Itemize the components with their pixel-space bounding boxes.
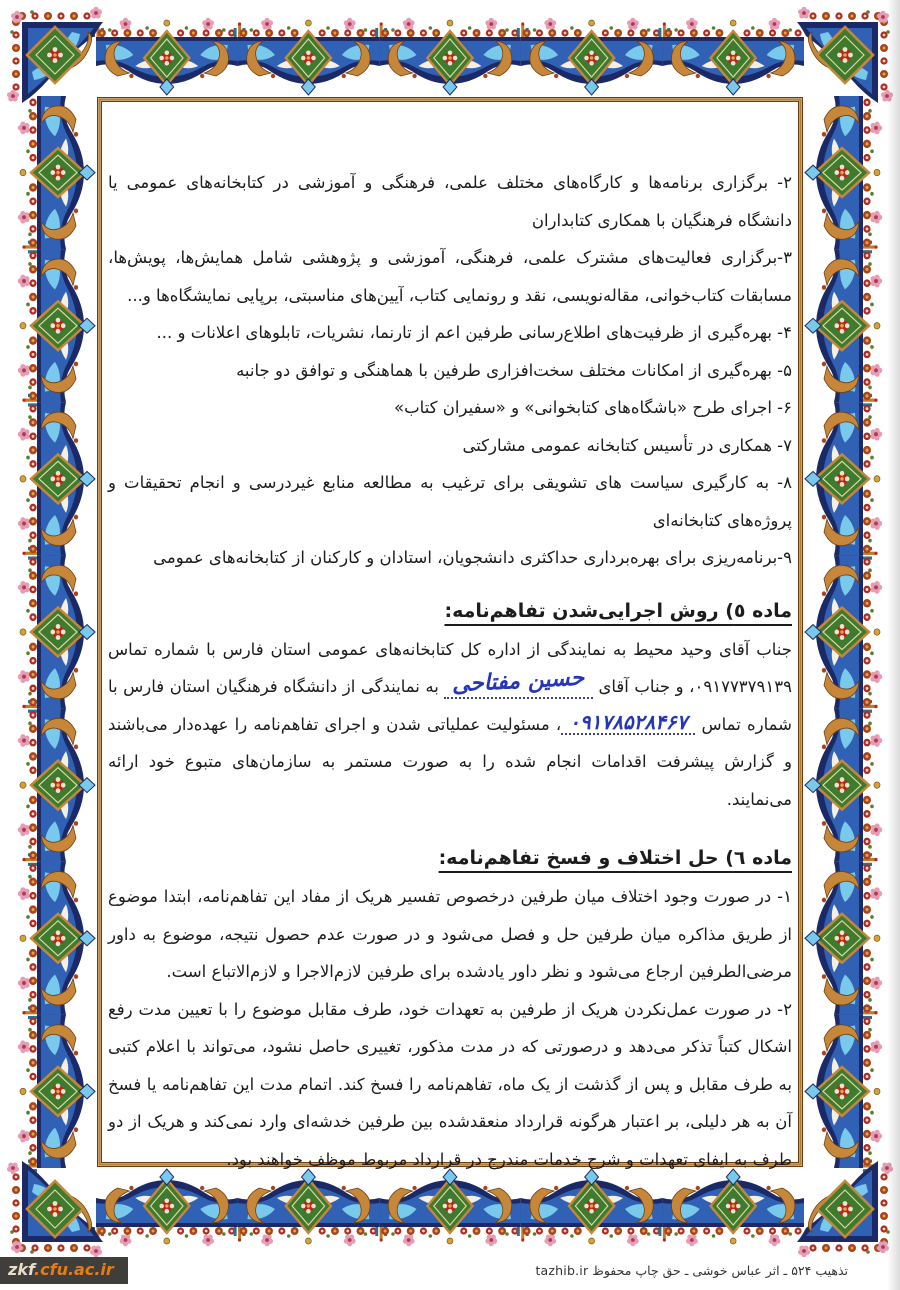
section-6-clause-2: ۲- در صورت عمل‌نکردن هریک از طرفین به تعهدات خود، طرف مقابل موضوع را با تعیین مدت رفع اشکال کتباً تذکر می‌دهد و درصورتی که در مدت مذکور، تغییری حاصل نشود، می‌تواند با اعلام کتبی به طرف مقابل و پس از گذشت از یک ماه، تفاهم‌نامه را فسخ کند. اتمام مدت این تفاهم‌نامه یا فسخ آن به هر دلیلی، بر اعتبار هرگونه قرارداد منعقدشده بین طرفین خدشه‌ای وارد نمی‌کند و هریک از دو طرف به ایفای تعهدات و شرح خدمات مندرج در قرارداد مربوط موظف خواهند بود. [108,999,792,1169]
handwritten-name: حسین مفتاحی [451,665,586,698]
list-item-7: ۷- همکاری در تأسیس کتابخانه عمومی مشارکتی [462,435,792,455]
representative-2-text: به نمایندگی از دانشگاه فرهنگیان استان فارس با شماره تماس [108,677,792,734]
list-item-4: ۴- بهره‌گیری از ظرفیت‌های اطلاع‌رسانی طرفین اعم از تارنما، نشریات، تابلوهای اعلانات و ... [156,323,792,342]
watermark-prefix: zkf [8,1260,35,1279]
handwritten-phone: ۰۹۱۷۸۵۲۸۴۶۷ [569,709,688,734]
section-6-heading-text: ماده ٦) حل اختلاف و فسخ تفاهم‌نامه: [438,847,792,869]
watermark-badge [0,1257,128,1284]
list-item-8: ۸- به کارگیری سیاست های تشویقی برای ترغیب به مطالعه منابع غیردرسی و انجام تحقیقات و پروژه‌های کتابخانه‌ای [108,473,792,530]
list-item-5: ۵- بهره‌گیری از امکانات مختلف سخت‌افزاری طرفین با هماهنگی و توافق دو جانبه [236,360,792,380]
representative-1-text: جناب آقای وحید محیط به نمایندگی از اداره کل کتابخانه‌های عمومی استان فارس با شماره تماس ۰۹۱۷۷۳۷۹۱۳۹، و جناب آقای [108,639,792,696]
section-5-continuation: ، مسئولیت عملیاتی شدن و اجرای تفاهم‌نامه را عهده‌دار می‌باشند و گزارش پیشرفت اقدامات انجام شده را به صورت مستمر به سازمان‌های متبوع خود ارائه می‌نمایند. [108,714,792,809]
list-item-9: ۹-برنامه‌ریزی برای بهره‌برداری حداکثری دانشجویان، استادان و کارکنان از کتابخانه‌های عمومی [153,548,792,567]
section-6-heading [108,838,792,878]
handwritten-phone-field [561,709,695,736]
section-5-heading [108,591,792,631]
section-5-paragraph [108,631,792,819]
document-body [108,102,792,1178]
credit-site: tazhib.ir [535,1263,589,1278]
list-item-2: ۲- برگزاری برنامه‌ها و کارگاه‌های مختلف علمی، فرهنگی و آموزشی در کتابخانه‌های عمومی یا دانشگاه فرهنگیان با همکاری کتابداران [108,173,792,230]
scan-edge-shadow [887,0,900,1290]
watermark-domain: .cfu.ac.ir [34,1260,114,1279]
handwritten-name-field [444,665,592,699]
list-item-3: ۳-برگزاری فعالیت‌های مشترک علمی، فرهنگی، آموزشی و پژوهشی شامل همایش‌ها، پویش‌ها، مسابقات کتاب‌خوانی، مقاله‌نویسی، نقد و رونمایی کتاب، آیین‌های مناسبتی، برپایی نمایشگاه‌ها و... [108,248,792,305]
credit-text: تذهیب ۵۲۴ ـ اثر عباس خوشی ـ حق چاپ محفوظ [592,1263,848,1278]
section-5-heading-text: ماده ٥) روش اجرایی‌شدن تفاهم‌نامه: [444,599,792,622]
list-item-6: ۶- اجرای طرح «باشگاه‌های کتابخوانی» و «سفیران کتاب» [394,398,792,417]
print-credit [535,1263,848,1278]
section-6-clause-1: ۱- در صورت وجود اختلاف میان طرفین درخصوص تفسیر هریک از مفاد این تفاهم‌نامه، ابتدا موضوع از طریق مذاکره میان طرفین حل و فصل می‌شود و در صورت عدم حصول نتیجه، موضوع به داور مرضی‌الطرفین ارجاع می‌شود و نظر داور یادشده برای طرفین لازم‌الاجرا و لازم‌الاتباع است. [108,887,792,981]
clause-list [108,164,792,577]
